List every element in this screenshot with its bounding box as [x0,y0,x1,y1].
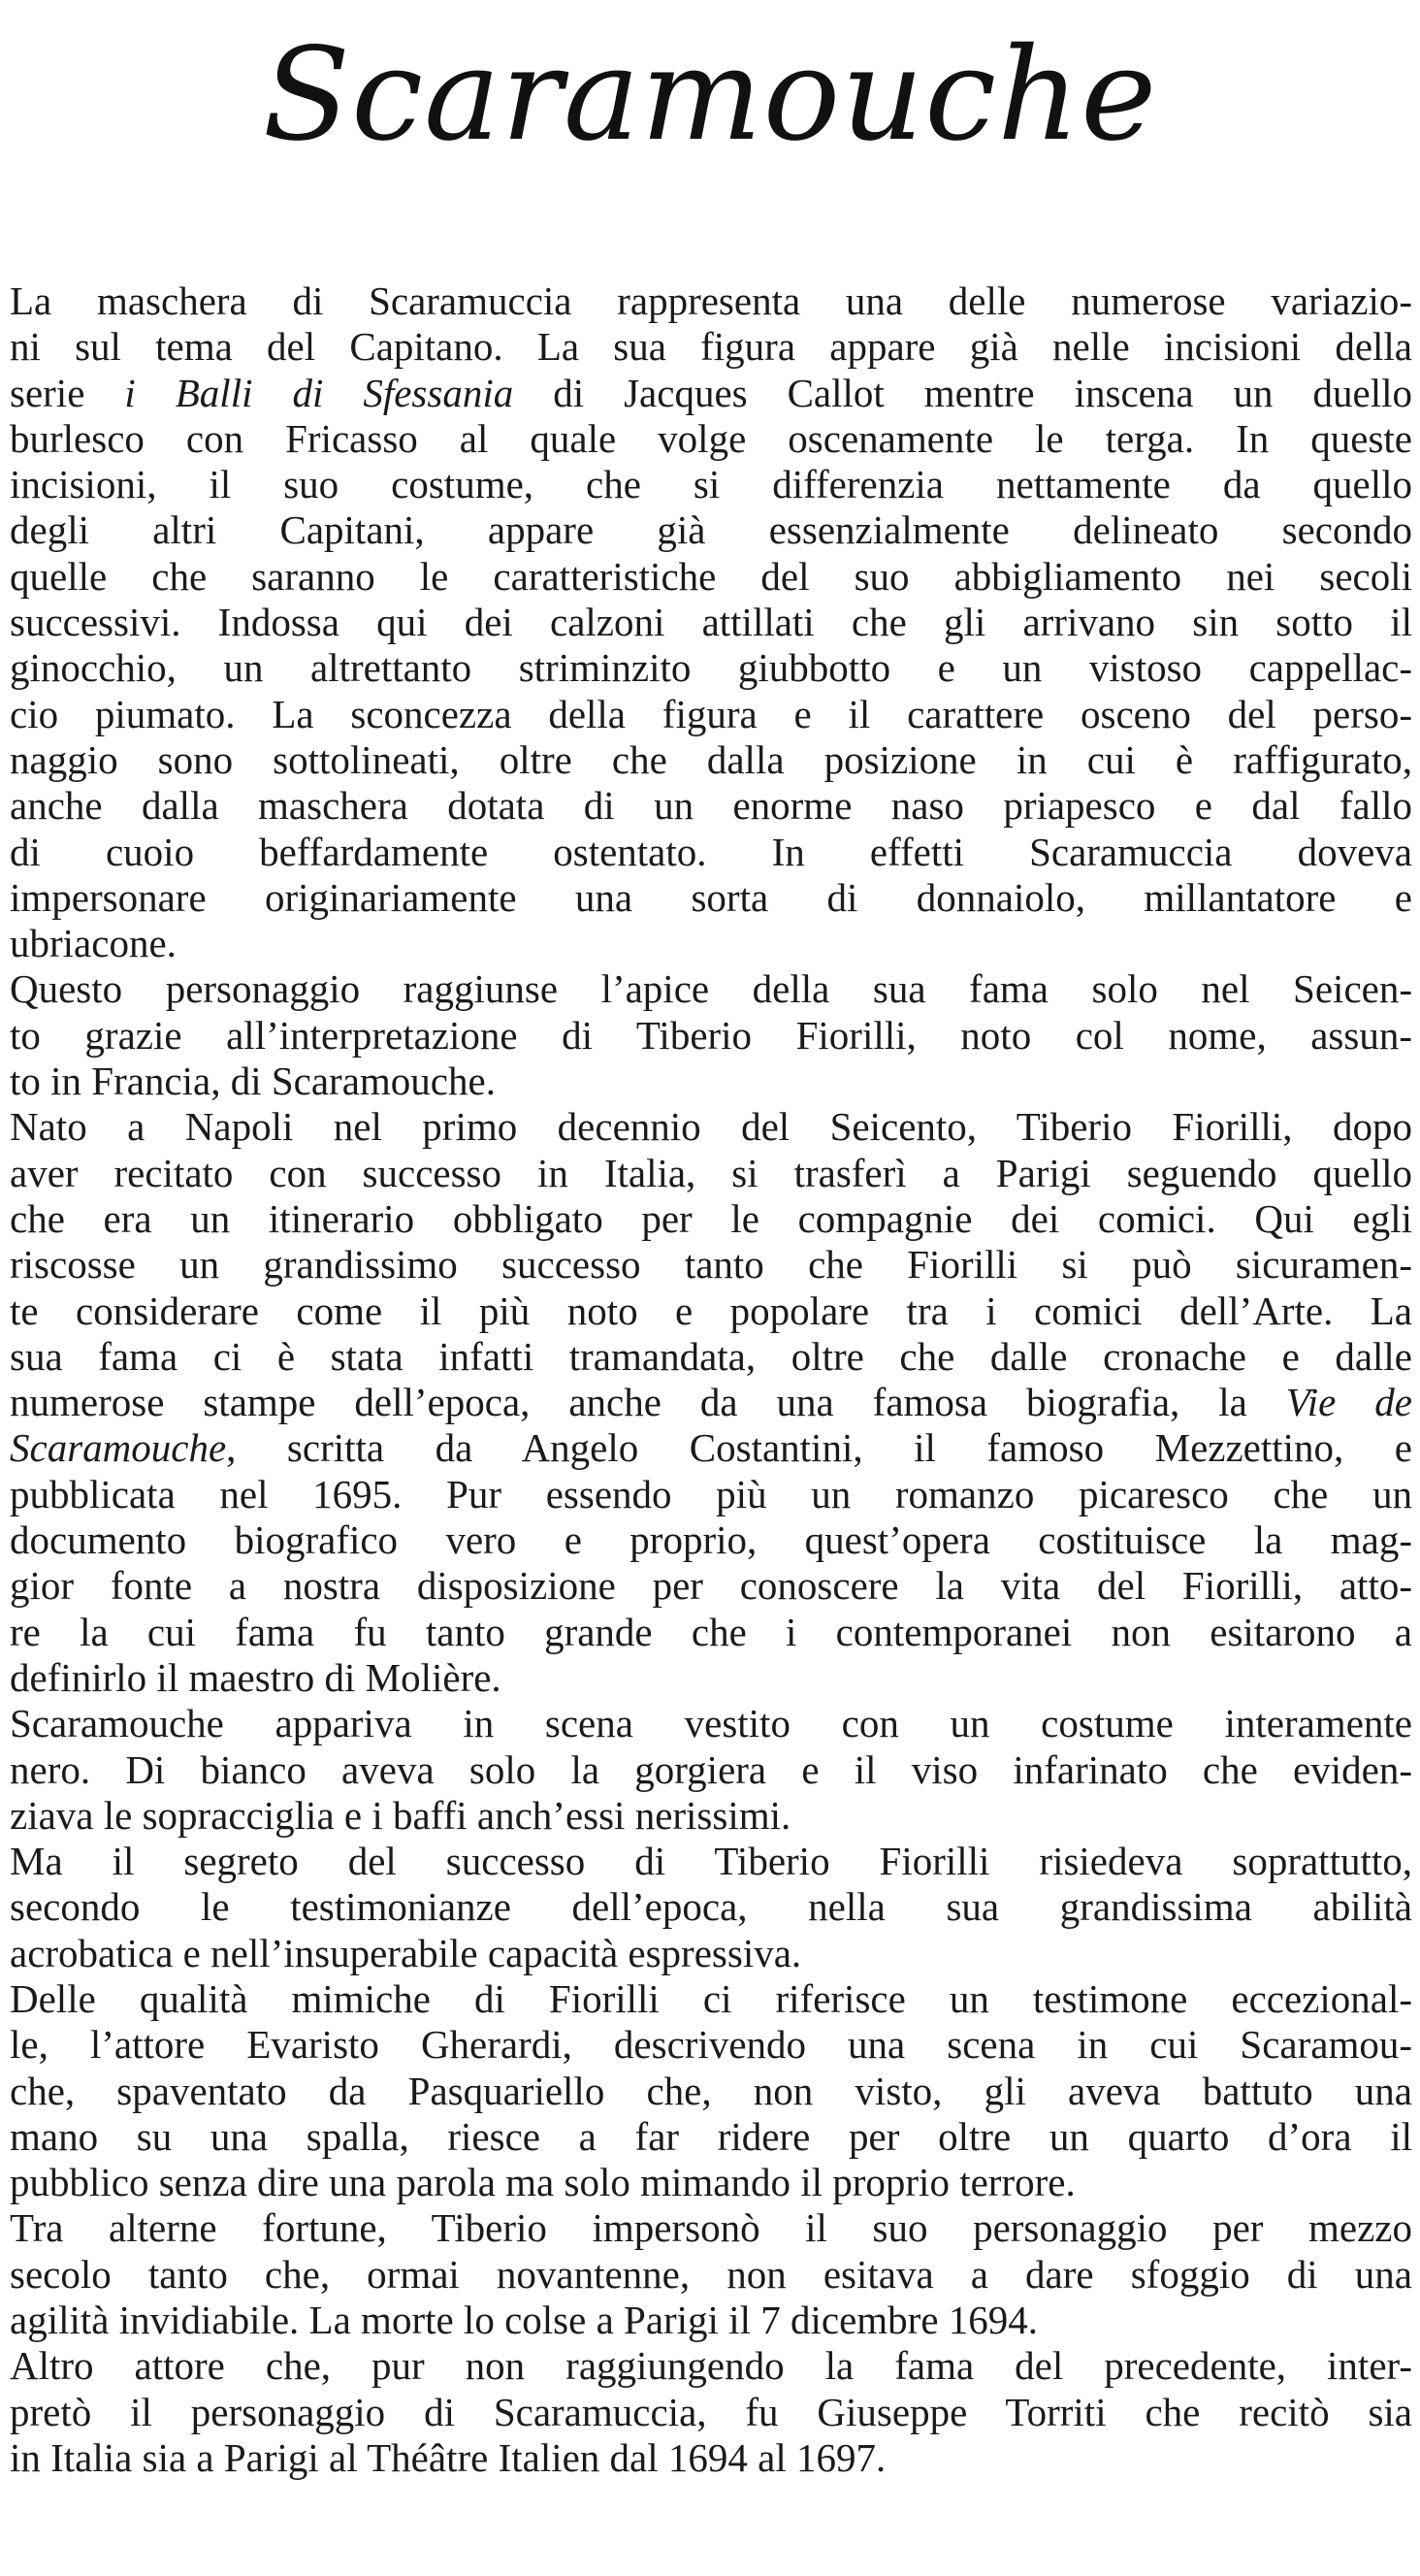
text-run: burlesco con Fricasso al quale volge oscenamente le terga. In queste [10,415,1412,461]
text-run: secolo tanto che, ormai novantenne, non esitava a dare sfoggio di una [10,2251,1412,2297]
text-line [10,1151,1412,1196]
text-line [10,783,1412,829]
page-title: Scaramouche [262,20,1158,170]
paragraph [10,1839,1412,1976]
text-line [10,1334,1412,1380]
text-line [10,1517,1412,1563]
text-line [10,278,1412,324]
text-line [10,1701,1412,1746]
text-line [10,2252,1412,2298]
text-run: naggio sono sottolineati, oltre che dalla posizione in cui è raffigurato, [10,736,1412,782]
text-run: ziava le sopracciglia e i baffi anch’essi nerissimi. [10,1792,791,1838]
text-line [10,2160,1412,2205]
text-line [10,966,1412,1012]
text-run: documento biografico vero e proprio, quest’opera costituisce la mag- [10,1517,1412,1563]
paragraph [10,2343,1412,2481]
text-line [10,554,1412,600]
text-run: to grazie all’interpretazione di Tiberio Fiorilli, noto col nome, assun- [10,1012,1412,1058]
text-run: degli altri Capitani, appare già essenzialmente delineato secondo [10,507,1412,553]
text-run: in Italia sia a Parigi al Théâtre Italien dal 1694 al 1697. [10,2434,887,2480]
text-line [10,1425,1412,1471]
text-run: to in Francia, di Scaramouche. [10,1059,496,1104]
text-run: La maschera di Scaramuccia rappresenta una delle numerose variazio- [10,278,1412,323]
text-line [10,1013,1412,1059]
text-line [10,2114,1412,2160]
text-run: numerose stampe dell’epoca, anche da una famosa biografia, la [10,1380,1286,1425]
text-line [10,416,1412,462]
text-line [10,2343,1412,2389]
text-line [10,1242,1412,1288]
paragraph [10,1701,1412,1839]
text-run: incisioni, il suo costume, che si differenzia nettamente da quello [10,462,1412,507]
text-line [10,1655,1412,1701]
text-run: cio piumato. La sconcezza della figura e il carattere osceno del perso- [10,691,1412,736]
text-run: serie [10,370,125,415]
text-line [10,1747,1412,1793]
text-run: aver recitato con successo in Italia, si trasferì a Parigi seguendo quello [10,1150,1412,1195]
text-line [10,462,1412,507]
italic-title-text: Vie de [1285,1380,1412,1425]
text-line [10,2205,1412,2251]
text-line [10,1839,1412,1884]
text-run: ginocchio, un altrettanto striminzito giubbotto e un vistoso cappellac- [10,645,1412,691]
text-run: di cuoio beffardamente ostentato. In effetti Scaramuccia doveva [10,829,1412,874]
text-line [10,645,1412,691]
text-run: , scritta da Angelo Costantini, il famoso Mezzettino, e [226,1425,1412,1471]
text-run: sua fama ci è stata infatti tramandata, oltre che dalle cronache e dalle [10,1333,1412,1379]
text-line [10,1884,1412,1930]
text-run: Nato a Napoli nel primo decennio del Seicento, Tiberio Fiorilli, dopo [10,1104,1412,1150]
paragraph [10,1976,1412,2205]
text-line [10,324,1412,370]
text-run: che era un itinerario obbligato per le compagnie dei comici. Qui egli [10,1195,1412,1241]
text-run: te considerare come il più noto e popolare tra i comici dell’Arte. La [10,1288,1412,1333]
text-line [10,692,1412,737]
paragraph [10,966,1412,1104]
paragraph [10,2205,1412,2343]
italic-title-text: Scaramouche [10,1425,227,1471]
text-line [10,830,1412,875]
text-line [10,875,1412,921]
text-line [10,1563,1412,1609]
text-line [10,1059,1412,1104]
text-line [10,2435,1412,2481]
text-run: ubriacone. [10,921,177,966]
text-line [10,2069,1412,2114]
text-run: definirlo il maestro di Molière. [10,1654,501,1700]
paragraph [10,1104,1412,1701]
text-line [10,2390,1412,2435]
text-run: acrobatica e nell’insuperabile capacità espressiva. [10,1930,802,1975]
text-line [10,1472,1412,1517]
text-run: le, l’attore Evaristo Gherardi, descrivendo una scena in cui Scaramou- [10,2022,1412,2068]
text-line [10,737,1412,783]
text-line [10,1793,1412,1839]
text-run: Delle qualità mimiche di Fiorilli ci riferisce un testimone eccezional- [10,1975,1412,2021]
text-run: Tra alterne fortune, Tiberio impersonò il suo personaggio per mezzo [10,2205,1412,2251]
text-run: re la cui fama fu tanto grande che i contemporanei non esitarono a [10,1609,1412,1654]
text-run: Ma il segreto del successo di Tiberio Fiorilli risiedeva soprattutto, [10,1839,1412,1884]
text-run: gior fonte a nostra disposizione per conoscere la vita del Fiorilli, atto- [10,1563,1412,1609]
text-run: impersonare originariamente una sorta di donnaiolo, millantatore e [10,874,1412,920]
text-line [10,1380,1412,1425]
text-run: ni sul tema del Capitano. La sua figura appare già nelle incisioni della [10,324,1412,370]
text-run: quelle che saranno le caratteristiche del suo abbigliamento nei secoli [10,553,1412,599]
text-run: pretò il personaggio di Scaramuccia, fu Giuseppe Torriti che recitò sia [10,2389,1412,2434]
text-line [10,1931,1412,1976]
text-line [10,1976,1412,2022]
italic-title-text: i Balli di Sfessania [124,370,514,415]
text-run: Questo personaggio raggiunse l’apice della sua fama solo nel Seicen- [10,966,1412,1012]
text-run: pubblicata nel 1695. Pur essendo più un romanzo picaresco che un [10,1471,1412,1516]
text-line [10,2298,1412,2343]
text-run: nero. Di bianco aveva solo la gorgiera e il viso infarinato che eviden- [10,1746,1412,1792]
text-run: successivi. Indossa qui dei calzoni attillati che gli arrivano sin sotto il [10,600,1412,645]
text-line [10,600,1412,645]
article-body [10,278,1412,2481]
text-run: agilità invidiabile. La morte lo colse a Parigi il 7 dicembre 1694. [10,2298,1039,2343]
text-run: Scaramouche appariva in scena vestito con un costume interamente [10,1701,1412,1746]
text-run: riscosse un grandissimo successo tanto che Fiorilli si può sicuramen- [10,1242,1412,1288]
text-run: pubblico senza dire una parola ma solo mimando il proprio terrore. [10,2160,1076,2205]
text-line [10,507,1412,553]
text-run: anche dalla maschera dotata di un enorme naso priapesco e dal fallo [10,783,1412,829]
text-line [10,2022,1412,2068]
text-line [10,371,1412,416]
text-run: che, spaventato da Pasquariello che, non visto, gli aveva battuto una [10,2068,1412,2113]
paragraph [10,278,1412,966]
text-line [10,1288,1412,1334]
text-line [10,1610,1412,1655]
text-run: Altro attore che, pur non raggiungendo la fama del precedente, inter- [10,2343,1412,2389]
text-run: di Jacques Callot mentre inscena un duello [513,370,1412,415]
text-line [10,1104,1412,1150]
text-run: secondo le testimonianze dell’epoca, nella sua grandissima abilità [10,1884,1412,1930]
text-run: mano su una spalla, riesce a far ridere per oltre un quarto d’ora il [10,2113,1412,2159]
text-line [10,921,1412,966]
text-line [10,1196,1412,1242]
